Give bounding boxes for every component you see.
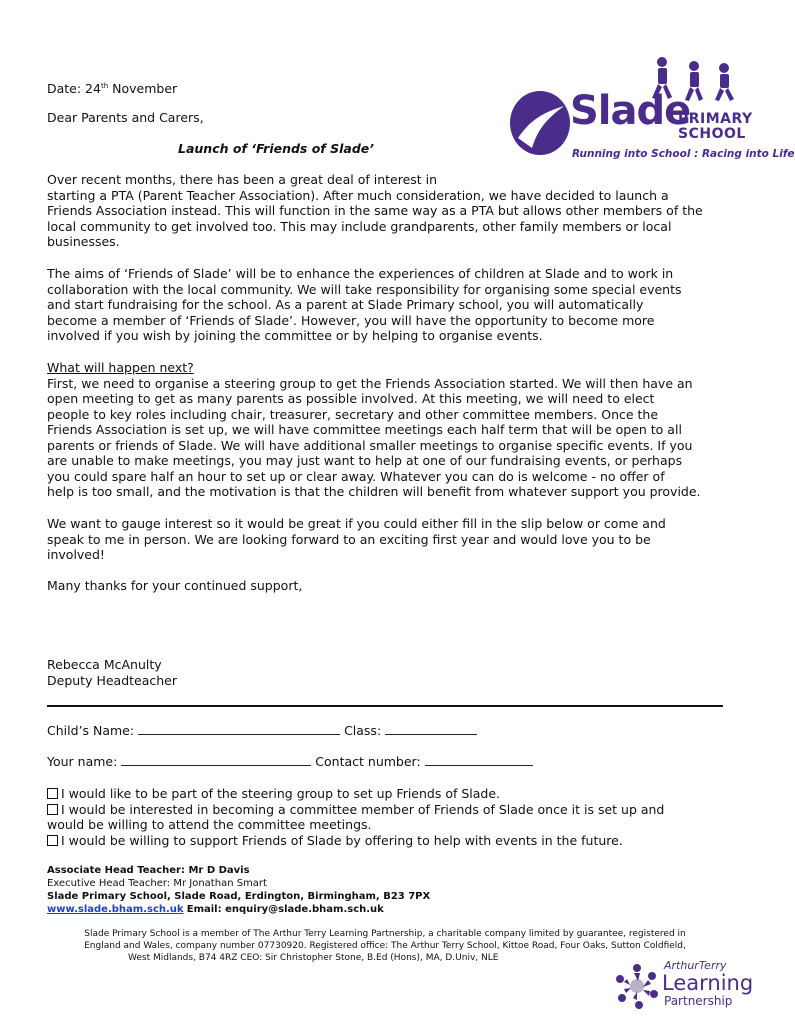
paragraph-next-steps xyxy=(47,360,747,500)
paragraph-line: become a member of ‘Friends of Slade’. However, you will have the opportunity to become more xyxy=(47,312,655,328)
paragraph-line: involved! xyxy=(47,547,105,562)
atlp-people-icon xyxy=(614,962,660,1010)
your-name-row xyxy=(47,754,533,770)
paragraph-line: First, we need to organise a steering group to get the Friends Association started. We will then have an xyxy=(47,375,693,391)
letter-title: Launch of ‘Friends of Slade’ xyxy=(178,141,374,156)
associate-head: Associate Head Teacher: Mr D Davis xyxy=(47,865,250,876)
option-row: I would like to be part of the steering group to set up Friends of Slade. xyxy=(47,786,737,802)
paragraph-line: involved if you wish by joining the committee or by helping to organise events. xyxy=(47,328,543,343)
email-text: Email: enquiry@slade.bham.sch.uk xyxy=(186,904,384,915)
paragraph-line: We want to gauge interest so it would be great if you could either fill in the slip below or come and xyxy=(47,516,666,531)
paragraph-line: help is too small, and the motivation is that the children will benefit from whatever support you provide. xyxy=(47,484,701,499)
slade-school-logo xyxy=(508,54,795,164)
paragraph-line: The aims of ‘Friends of Slade’ will be to enhance the experiences of children at Slade and to work in xyxy=(47,266,674,281)
school-address: Slade Primary School, Slade Road, Erdington, Birmingham, B23 7PX xyxy=(47,891,431,902)
your-name-label: Your name: xyxy=(47,754,118,769)
option-row: I would be interested in becoming a committee member of Friends of Slade once it is set up and xyxy=(47,802,737,818)
paragraph-line: Friends Association instead. This will function in the same way as a PTA but allows other members of the xyxy=(47,203,703,218)
tear-off-divider xyxy=(47,705,723,707)
option-continuation: would be willing to attend the committee meetings. xyxy=(47,817,372,832)
paragraph-line: speak to me in person. We are looking forward to an exciting first year and would love you to be xyxy=(47,531,651,547)
next-steps-heading: What will happen next? xyxy=(47,360,194,375)
school-footer xyxy=(47,864,430,916)
paragraph-gauge-interest xyxy=(47,516,737,563)
steering-group-checkbox[interactable] xyxy=(47,788,58,799)
letter-date: Date: 24th November xyxy=(47,81,178,97)
logo-primary: PRIMARY xyxy=(678,111,753,127)
logo-tagline: Running into School : Racing into Life xyxy=(572,148,795,160)
salutation: Dear Parents and Carers, xyxy=(47,110,204,125)
atlp-partnership: Partnership xyxy=(664,994,733,1008)
paragraph-line: you could spare half an hour to set up or clear away. Whatever you can do is welcome - no offer of xyxy=(47,468,665,484)
your-name-field[interactable] xyxy=(121,754,311,766)
committee-member-checkbox[interactable] xyxy=(47,804,58,815)
option-row: I would be willing to support Friends of Slade by offering to help with events in the future. xyxy=(47,833,737,849)
paragraph-aims xyxy=(47,266,737,344)
class-label: Class: xyxy=(344,723,382,738)
closing: Many thanks for your continued support, xyxy=(47,578,303,593)
child-name-label: Child’s Name: xyxy=(47,723,135,738)
contact-number-label: Contact number: xyxy=(315,754,421,769)
website-link[interactable]: www.slade.bham.sch.uk xyxy=(47,904,184,915)
paragraph-line: local community to get involved too. This may include grandparents, other family members or local xyxy=(47,218,672,234)
atlp-learning: Learning xyxy=(662,971,754,995)
paragraph-line: businesses. xyxy=(47,234,120,249)
legal-line: Slade Primary School is a member of The Arthur Terry Learning Partnership, a charitable company limited by guarantee, registered in xyxy=(84,929,686,939)
signer-role: Deputy Headteacher xyxy=(47,673,178,688)
signer-name: Rebecca McAnulty xyxy=(47,657,162,672)
paragraph-line: and start fundraising for the school. As a parent at Slade Primary school, you will automatically xyxy=(47,297,644,312)
class-field[interactable] xyxy=(385,723,477,735)
logo-school: SCHOOL xyxy=(678,126,746,142)
contact-line xyxy=(47,903,430,916)
legal-line: West Midlands, B74 4RZ CEO: Sir Christopher Stone, B.Ed (Hons), MA, D.Univ, NLE xyxy=(128,953,499,963)
paragraph-line: open meeting to get as many parents as possible involved. At this meeting, we will need to elect xyxy=(47,391,655,406)
logo-name: Slade xyxy=(570,88,691,134)
executive-head: Executive Head Teacher: Mr Jonathan Smart xyxy=(47,878,267,889)
slade-leaf-icon xyxy=(508,90,572,156)
paragraph-line: parents or friends of Slade. We will have additional smaller meetings to organise specific events. If you xyxy=(47,437,693,453)
atlp-logo xyxy=(614,956,754,1016)
paragraph-intro xyxy=(47,172,737,250)
legal-line: England and Wales, company number 07730920. Registered office: The Arthur Terry School, Kittoe Road, Four Oaks, Sutton Coldfield, xyxy=(84,941,686,951)
interest-options xyxy=(47,786,737,848)
paragraph-line: starting a PTA (Parent Teacher Association). After much consideration, we have decided to launch a xyxy=(47,187,669,203)
child-name-row xyxy=(47,723,477,739)
contact-number-field[interactable] xyxy=(425,754,533,766)
paragraph-line: collaboration with the local community. We will take responsibility for organising some special events xyxy=(47,281,682,297)
atlp-arthur-terry: ArthurTerry xyxy=(664,959,727,972)
paragraph-line: Over recent months, there has been a great deal of interest in xyxy=(47,172,438,187)
paragraph-line: Friends Association is set up, we will have committee meetings each half term that will be open to all xyxy=(47,422,682,437)
paragraph-line: people to key roles including chair, treasurer, secretary and other committee members. Once the xyxy=(47,406,659,422)
support-events-checkbox[interactable] xyxy=(47,835,58,846)
paragraph-line: are unable to make meetings, you may just want to help at one of our fundraising events, or perhaps xyxy=(47,453,683,468)
child-name-field[interactable] xyxy=(138,723,340,735)
